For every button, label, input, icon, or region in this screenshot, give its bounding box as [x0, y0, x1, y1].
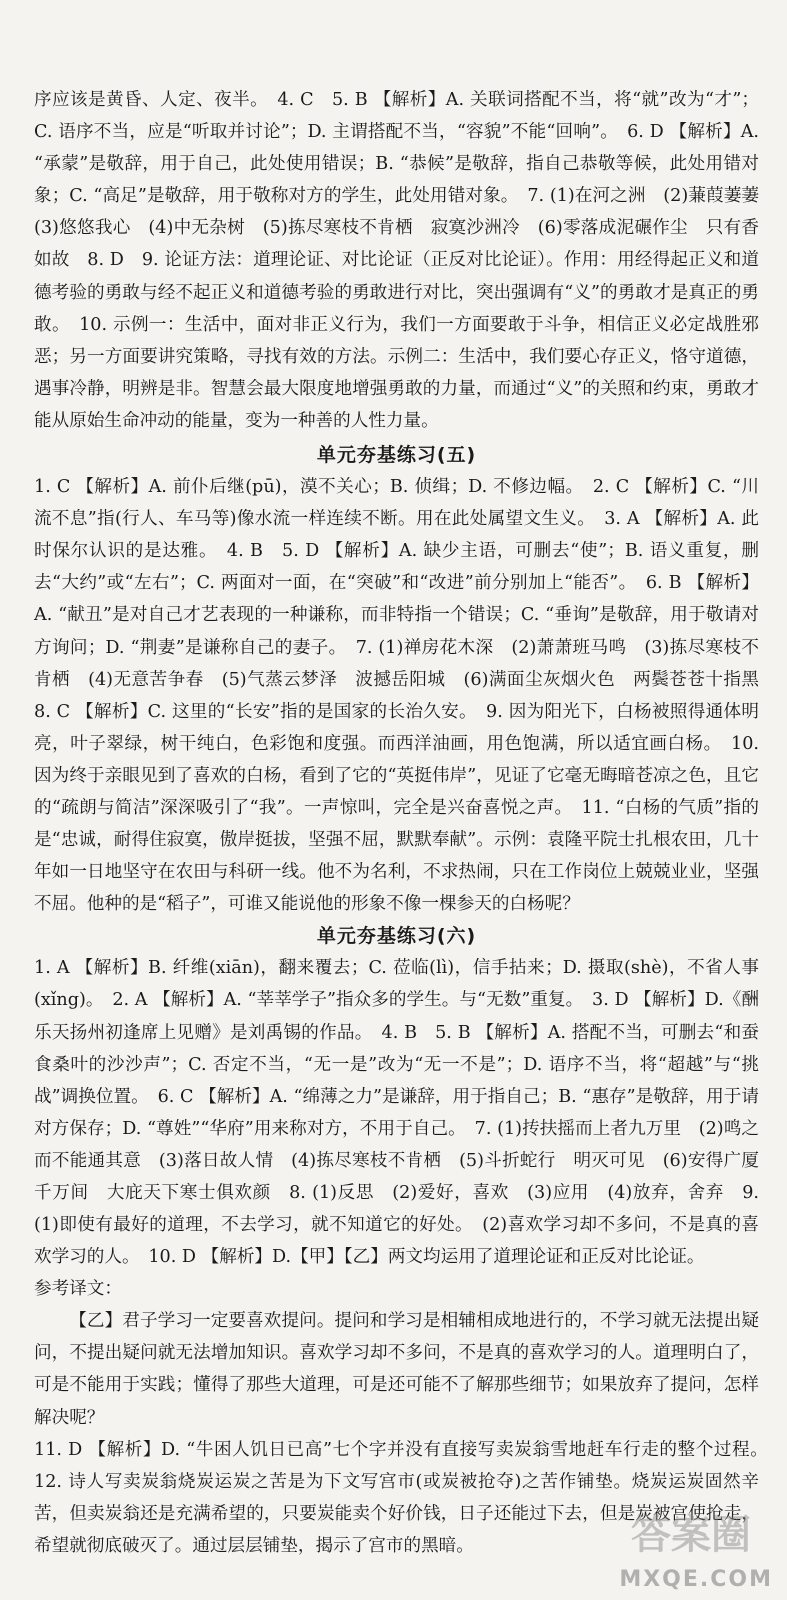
reference-translation-text: 【乙】君子学习一定要喜欢提问。提问和学习是相辅相成地进行的，不学习就无法提出疑问，不提出疑问就无法增加知识。喜欢学习却不多问，不是真的喜欢学习的人。道理明白了，可是不能用于实践；懂得了那些大道理，可是还可能不了解那些细节；如果放弃了提问，怎样解决呢？	[34, 1311, 759, 1428]
watermark-logo-text: 答案圈	[631, 1512, 751, 1558]
watermark-text: MXQE.COM	[619, 1567, 773, 1592]
reference-translation-label: 参考译文：	[34, 1279, 122, 1300]
answer-page	[34, 84, 777, 1562]
section-six-paragraph: 1. A 【解析】B. 纤维(xiān)，翻来覆去；C. 莅临(lì)，信手拈来；D. 摄取(shè)，不省人事(xǐng)。 2. A 【解析】A. “莘莘学子”指众多的学生。与“无数”重复。 3. D 【解析】D.《酬乐天扬州初逢席上见赠》是刘禹锡的作品。 4. B 5. B 【解析】A. 搭配不当，可删去“和蚕食桑叶的沙沙声”；C. 否定不当，“无一是”改为“无一不是”；D. 语序不当，将“超越”与“挑战”调换位置。 6. C 【解析】A. “绵薄之力”是谦辞，用于指自己；B. “惠存”是敬辞，用于请对方保存；D. “尊姓”“华府”用来称对方，不用于自己。 7. (1)抟扶摇而上者九万里 (2)鸣之而不能通其意 (3)落日故人情 (4)拣尽寒枝不肯栖 (5)斗折蛇行 明灭可见 (6)安得广厦千万间 大庇天下寒士俱欢颜 8. (1)反思 (2)爱好，喜欢 (3)应用 (4)放弃，舍弃 9. (1)即使有最好的道理，不去学习，就不知道它的好处。 (2)喜欢学习却不多问，不是真的喜欢学习的人。 10. D 【解析】D.【甲】【乙】两文均运用了道理论证和正反对比论证。	[34, 958, 759, 1268]
section-six-title: 单元夯基练习(六)	[316, 925, 477, 948]
section-top-paragraph: 序应该是黄昏、人定、夜半。 4. C 5. B 【解析】A. 关联词搭配不当，将“就”改为“才”；C. 语序不当，应是“听取并讨论”；D. 主谓搭配不当，“容貌”不能“回响”。 6. D 【解析】A. “承蒙”是敬辞，用于自己，此处使用错误；B. “恭候”是敬辞，指自己恭敬等候，此处用错对象；C. “高足”是敬辞，用于敬称对方的学生，此处用错对象。 7. (1)在河之洲 (2)蒹葭萋萋 (3)悠悠我心 (4)中无杂树 (5)拣尽寒枝不肯栖 寂寞沙洲冷 (6)零落成泥碾作尘 只有香如故 8. D 9. 论证方法：道理论证、对比论证（正反对比论证）。作用：用经得起正义和道德考验的勇敢与经不起正义和道德考验的勇敢进行对比，突出强调有“义”的勇敢才是真正的勇敢。 10. 示例一：生活中，面对非正义行为，我们一方面要敢于斗争，相信正义必定战胜邪恶；另一方面要讲究策略，寻找有效的方法。示例二：生活中，我们要心存正义，恪守道德，遇事冷静，明辨是非。智慧会最大限度地增强勇敢的力量，而通过“义”的关照和约束，勇敢才能从原始生命冲动的能量，变为一种善的人性力量。	[34, 90, 777, 431]
section-five-paragraph: 1. C 【解析】A. 前仆后继(pū)，漠不关心；B. 侦缉；D. 不修边幅。 2. C 【解析】C. “川流不息”指(行人、车马等)像水流一样连续不断。用在此处属望文生义。 3. A 【解析】A. 此时保尔认识的是达雅。 4. B 5. D 【解析】A. 缺少主语，可删去“使”；B. 语义重复，删去“大约”或“左右”；C. 两面对一面，在“突破”和“改进”前分别加上“能否”。 6. B 【解析】A. “献丑”是对自己才艺表现的一种谦称，而非特指一个错误；C. “垂询”是敬辞，用于敬请对方询问；D. “荆妻”是谦称自己的妻子。 7. (1)禅房花木深 (2)萧萧班马鸣 (3)拣尽寒枝不肯栖 (4)无意苦争春 (5)气蒸云梦泽 波撼岳阳城 (6)满面尘灰烟火色 两鬓苍苍十指黑 8. C 【解析】C. 这里的“长安”指的是国家的长治久安。 9. 因为阳光下，白杨被照得通体明亮，叶子翠绿，树干纯白，色彩饱和度强。而西洋油画，用色饱满，所以适宜画白杨。 10. 因为终于亲眼见到了喜欢的白杨，看到了它的“英挺伟岸”，见证了它毫无晦暗苍凉之色，且它的“疏朗与简洁”深深吸引了“我”。一声惊叫，完全是兴奋喜悦之声。 11. “白杨的气质”指的是“忠诚，耐得住寂寞，傲岸挺拔，坚强不屈，默默奉献”。示例：袁隆平院士扎根农田，几十年如一日地坚守在农田与科研一线。他不为名利，不求热闹，只在工作岗位上兢兢业业，坚强不屈。他种的是“稻子”，可谁又能说他的形象不像一棵参天的白杨呢？	[34, 477, 777, 915]
watermark-logo-icon	[631, 1502, 769, 1562]
section-six-after-paragraph: 11. D 【解析】D. “牛困人饥日已高”七个字并没有直接写卖炭翁雪地赶车行走的整个过程。 12. 诗人写卖炭翁烧炭运炭之苦是为下文写宫市(或炭被抢夺)之苦作铺垫。烧炭运炭固然辛苦，但卖炭翁还是充满希望的，只要炭能卖个好价钱，日子还能过下去，但是炭被宫使抢走，希望就彻底破灭了。通过层层铺垫，揭示了宫市的黑暗。	[34, 1439, 777, 1556]
watermark	[619, 1500, 775, 1592]
section-five-title: 单元夯基练习(五)	[316, 444, 477, 467]
